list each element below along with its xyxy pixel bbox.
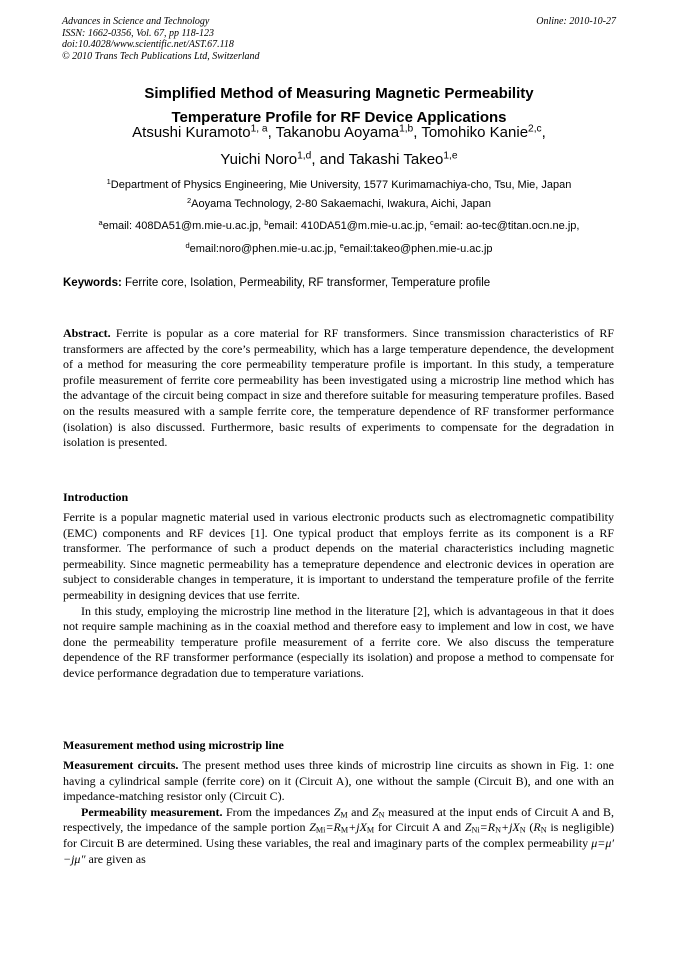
email-a-sup: a: [98, 217, 103, 227]
perm-label: Permeability measurement.: [81, 804, 223, 819]
journal-name: Advances in Science and Technology: [62, 16, 210, 27]
eq1-plus: +jX: [348, 820, 367, 835]
perm-t7: are given as: [88, 851, 146, 866]
introduction-heading: Introduction: [63, 490, 129, 504]
rn-symbol: R: [533, 820, 541, 835]
method-heading: Measurement method using microstrip line: [63, 738, 284, 752]
mu-equation: μ=μ′−jμ″: [63, 835, 615, 866]
perm-t2: and: [351, 804, 369, 819]
eq2-mid: =R: [479, 820, 496, 835]
issn-line: ISSN: 1662-0356, Vol. 67, pp 118-123: [62, 27, 215, 39]
author-4-sup: 1,d: [297, 150, 312, 162]
aff2-text: Aoyama Technology, 2-80 Sakaemachi, Iwakura, Aichi, Japan: [191, 198, 491, 210]
zn-symbol: Z: [371, 804, 379, 819]
aff2-sup: 2: [187, 195, 192, 205]
circuits-paragraph: [63, 758, 614, 805]
author-3: Tomohiko Kanie: [421, 124, 529, 141]
keywords-label: Keywords:: [63, 277, 122, 289]
intro-paragraph-2: In this study, employing the microstrip line method in the literature [2], which is advantageous in that it does not require sample machining as in the coaxial method and therefore easy to implement and low in cost, we have done the permeability temperature profile measurement of a ferrite core. We also discuss the temperature dependence of the RF transformer performance (especially its isolation) and propose a method to compensate for device performance degradation due to temperature variations.: [63, 603, 614, 680]
zm-sub: M: [340, 810, 348, 820]
aff1-text: Department of Physics Engineering, Mie University, 1577 Kurimamachiya-cho, Tsu, Mie, Japan: [110, 179, 572, 191]
intro-paragraph-1: Ferrite is a popular magnetic material used in various electronic products such as electromagnetic compatibility (EMC) components and RF devices [1]. One typical product that employs ferrite as its component is a RF transformer. The performance of such a product depends on the material characteristics including magnetic permeability. Since magnetic permeability has a temeprature dependence and electronic devices in operation are subject to considerable changes in temperature, it is important to understand the temperature profile of the ferrite permeability in designing devices that use ferrite.: [63, 510, 614, 602]
author-list: Atsushi Kuramoto$^{1, a}$, Takanobu Aoyama$^{1,b}$, Tomohiko Kanie$^{2,c}$, Yuichi Noro$^{1,d}$, and Takashi Takeo$^{1,e}$: [132, 123, 546, 168]
perm-t1: From the impedances: [226, 804, 331, 819]
email-b-sup: b: [264, 217, 269, 227]
email-e-sup: e: [339, 240, 344, 250]
affiliation-2: [30, 197, 648, 211]
zm-symbol: Z: [333, 804, 341, 819]
author-5-sup: 1,e: [443, 150, 458, 162]
perm-t6: is negligible) for Circuit B are determined. Using these variables, the real and imaginary parts of the complex permeability: [63, 820, 615, 850]
author-3-sup: 2,c: [528, 123, 542, 135]
permeability-paragraph: [63, 805, 614, 867]
email-d: email:noro@phen.mie-u.ac.jp,: [189, 243, 337, 255]
keywords-text: Ferrite core, Isolation, Permeability, RF transformer, Temperature profile: [125, 277, 491, 289]
zmi-sub: Mi: [315, 826, 326, 835]
aff1-sup: 1: [106, 176, 111, 186]
perm-t5: (: [529, 820, 534, 835]
eq2-sub1: N: [495, 826, 501, 835]
abstract: [63, 326, 614, 451]
doi-line: doi:10.4028/www.scientific.net/AST.67.118: [62, 39, 234, 50]
copyright-line: © 2010 Trans Tech Publications Ltd, Switzerland: [62, 50, 260, 62]
zni-symbol: Z: [464, 820, 472, 835]
rn-sub: N: [540, 826, 547, 835]
method-body: [63, 758, 614, 867]
email-line-1: [30, 219, 648, 233]
keywords: [63, 276, 623, 290]
author-2: Takanobu Aoyama: [275, 124, 400, 141]
perm-t3: measured at the input ends of Circuit A and B, respectively, the impedance of the sample portion: [63, 804, 615, 835]
author-1: Atsushi Kuramoto: [132, 124, 251, 141]
perm-t4: for Circuit A and: [377, 820, 462, 835]
running-header: [62, 16, 616, 62]
email-c-sup: c: [430, 217, 434, 227]
author-1-sup: 1, a: [250, 123, 268, 135]
title-line-1: Simplified Method of Measuring Magnetic Permeability: [144, 85, 534, 102]
zn-sub: N: [378, 810, 385, 820]
introduction-body: [63, 510, 614, 682]
online-date: Online: 2010-10-27: [536, 16, 616, 27]
email-e: email:takeo@phen.mie-u.ac.jp: [343, 243, 493, 255]
affiliation-1: [30, 178, 648, 192]
zmi-symbol: Z: [309, 820, 316, 835]
circuits-text: The present method uses three kinds of microstrip line circuits as shown in Fig. 1: one having a cylindrical sample (ferrite core) on it (Circuit A), one without the sample (Circuit B), and one with an impedance-matching resistor only (Circuit C).: [63, 758, 614, 804]
eq2-plus: +jX: [500, 820, 520, 835]
zni-sub: Ni: [471, 826, 480, 835]
author-4: Yuichi Noro: [220, 151, 298, 168]
email-d-sup: d: [185, 240, 190, 250]
title-line-2: Temperature Profile for RF Device Applications: [171, 109, 507, 126]
circuits-label: Measurement circuits.: [63, 758, 179, 772]
author-5: Takashi Takeo: [348, 151, 444, 168]
email-a: email: 408DA51@m.mie-u.ac.jp,: [102, 220, 262, 232]
email-b: email: 410DA51@m.mie-u.ac.jp,: [268, 220, 427, 232]
author-2-sup: 1,b: [399, 123, 414, 135]
author-and: and: [319, 151, 345, 168]
eq1-sub1: M: [340, 826, 349, 835]
email-c: email: ao-tec@titan.ocn.ne.jp,: [433, 220, 580, 232]
email-line-2: [30, 242, 648, 256]
eq2-sub2: N: [519, 826, 526, 835]
eq1-mid: =R: [325, 820, 341, 835]
abstract-text: Ferrite is popular as a core material for RF transformers. Since transmission characteristics of RF transformers are affected by the core’s permeability, which has a large temperature dependence, the development of a method for measuring the core permeability temperature profile is important. In this study, a temperature profile measurement of ferrite core permeability has been investigated using a microstrip line method which has the advantage of the circuit being compact in size and therefore suitable for measuring temperature profiles. Based on the results measured with a sample ferrite core, the temperature dependence of RF transformer performance (isolation) is also discussed. Furthermore, basic results of experiments to compensate for the degradation in isolation is presented.: [63, 326, 614, 450]
eq1-sub2: M: [366, 826, 375, 835]
abstract-label: Abstract.: [63, 326, 111, 340]
